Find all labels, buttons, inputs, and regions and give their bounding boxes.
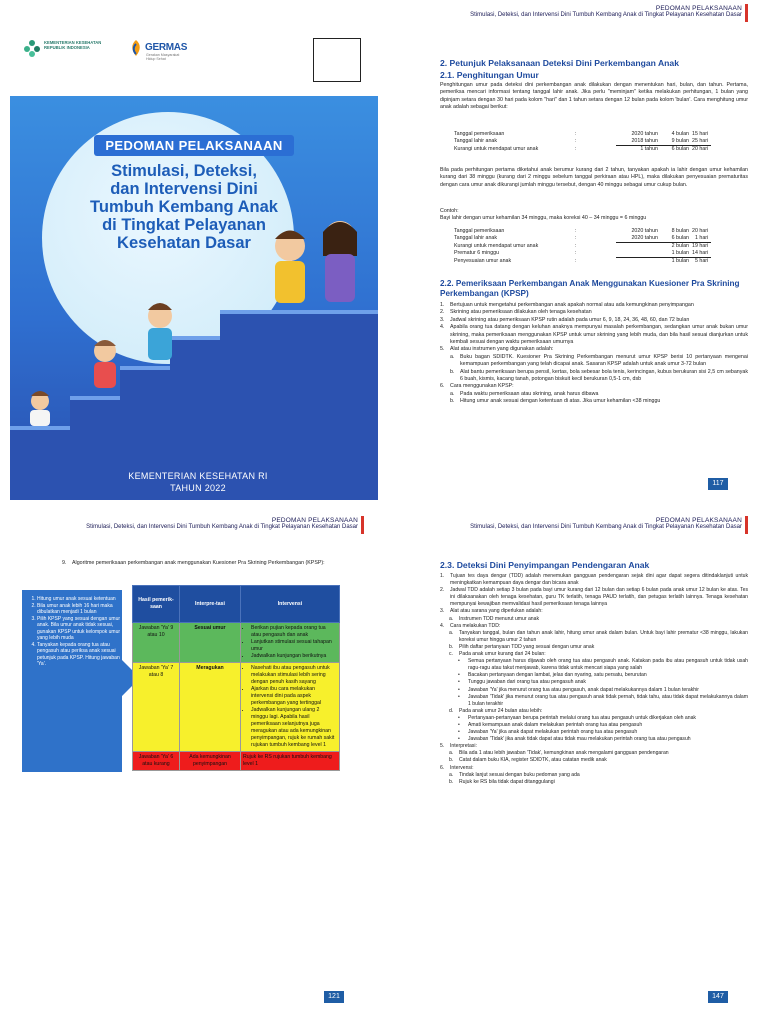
list-marker: •	[458, 679, 460, 686]
section-heading-2-3: 2.3. Deteksi Dini Penyimpangan Pendengaran Anak	[440, 560, 650, 570]
list-item	[450, 398, 748, 405]
list-item	[458, 658, 748, 672]
table-cell: 1 tahun	[640, 146, 658, 152]
list-item: 1. Hitung umur anak sesuai ketentuan	[37, 596, 128, 603]
list-item: 2. Bila umur anak lebih 16 hari maka dibulatkan menjadi 1 bulan	[37, 603, 128, 616]
list-item-text: Pilih daftar pertanyaan TDD yang sesuai dengan umur anak	[459, 643, 595, 650]
list-item-text: Hitung umur anak sesuai dengan ketentuan di atas. Jika umur kehamilan <38 minggu	[460, 398, 661, 405]
table-row	[454, 228, 711, 235]
list-item	[440, 383, 748, 390]
table-cell: :	[575, 242, 577, 249]
contoh-text: Bayi lahir dengan umur kehamilan 34 minggu, maka koreksi 40 – 34 minggu = 6 minggu	[440, 215, 647, 221]
table-cell	[616, 250, 661, 258]
kpsp-table	[132, 585, 340, 771]
cover-subtitle	[66, 162, 302, 252]
list-item	[449, 708, 748, 715]
list-item-text: Pertanyaan-pertanyaan berupa perintah melalui orang tua atau pengasuh untuk dikerjakan oleh anak	[468, 714, 696, 721]
table-cell: Tanggal lahir anak	[454, 138, 497, 144]
list-item	[440, 324, 748, 346]
list-marker: •	[458, 693, 460, 700]
kemenkes-logo-text: KEMENTERIAN KESEHATAN REPUBLIK INDONESIA	[44, 40, 102, 50]
list-item	[450, 369, 748, 384]
list-marker: •	[458, 736, 460, 743]
running-head-title: PEDOMAN PELAKSANAAN	[655, 5, 742, 12]
page-147	[384, 512, 768, 1024]
list-marker: a.	[449, 771, 454, 778]
kemenkes-emblem-icon	[22, 38, 42, 58]
germas-emblem-icon	[128, 38, 144, 58]
child-figure-3	[148, 303, 172, 360]
list-item-text: Bacakan pertanyaan dengan lambat, jelas dan nyaring, satu persatu, berurutan	[468, 672, 647, 679]
list-item-text: Catat dalam buku KIA, register SDIDTK, atau catatan medik anak	[459, 757, 607, 764]
list-marker: •	[458, 658, 460, 665]
list-marker: •	[458, 721, 460, 728]
list-marker: d.	[449, 707, 454, 714]
table-cell: 6 bulan	[671, 146, 689, 152]
list-item	[449, 757, 748, 764]
list-item	[450, 391, 748, 398]
list-item	[449, 779, 748, 786]
table-header-row	[133, 586, 340, 623]
tdd-list	[440, 573, 748, 786]
table-cell: 6 bulan	[661, 235, 692, 243]
stamp-box	[313, 38, 361, 82]
table-cell	[616, 243, 661, 251]
cover-subtitle-line: dan Intervensi Dini	[110, 180, 258, 198]
table-cell: :	[575, 228, 577, 234]
list-marker: b.	[450, 368, 455, 375]
table-cell: Tanggal pemeriksaan	[454, 131, 505, 137]
list-item-text: Tanyakan tanggal, bulan dan tahun anak lahir, hitung umur anak dalam bulan. Untuk bayi lahir prematur <38 minggu, lakukan koreksi umur hingga umur 2 tahun	[459, 629, 748, 643]
algorithm-steps-arrow	[22, 590, 140, 772]
page-number: 117	[708, 478, 728, 490]
table-row	[454, 235, 711, 243]
list-item-text: Semua pertanyaan harus dijawab oleh orang tua atau pengasuh anak. Katakan pada ibu atau pengasuh untuk tidak usah ragu-ragu atau takut menjawab, karena tidak untuk mencari siapa yang salah	[468, 658, 748, 672]
cover-subtitle-line: Stimulasi, Deteksi,	[111, 162, 257, 180]
germas-logo	[128, 38, 188, 63]
interpretasi-cell: Sesuai umur	[180, 623, 241, 663]
list-item-text: Tindak lanjut sesuai dengan buku pedoman yang ada	[459, 771, 580, 778]
table-cell	[616, 258, 661, 266]
stairs-illustration	[10, 96, 378, 500]
table-cell: 2020 tahun	[616, 235, 661, 243]
hasil-cell: Jawaban 'Ya' 9 atau 10	[133, 623, 180, 663]
list-marker: b.	[449, 757, 454, 764]
list-marker: 5.	[440, 743, 445, 750]
page-number: 121	[324, 991, 344, 1003]
list-marker: c.	[449, 651, 453, 658]
list-item: • Jadwalkan kunjungan berikutnya	[251, 653, 337, 660]
table-cell: :	[575, 138, 577, 144]
table-row	[454, 258, 711, 266]
hasil-cell: Jawaban 'Ya' 7 atau 8	[133, 663, 180, 752]
section-heading-2: 2. Petunjuk Pelaksanaan Deteksi Dini Perkembangan Anak	[440, 58, 679, 68]
list-marker: 4.	[440, 622, 445, 629]
cover-publisher	[118, 470, 278, 494]
publication-year: TAHUN 2022	[170, 483, 226, 493]
list-marker: •	[458, 729, 460, 736]
list-item-text: Alat atau sarana yang diperlukan adalah:	[450, 608, 543, 615]
list-item: 4. Tanyakan kepada orang tua atau pengasuh atau periksa anak sesuai petunjuk pada KPSP. Hitung jawaban 'Ya'.	[37, 642, 128, 668]
list-marker: 6.	[440, 383, 445, 390]
table-row	[454, 250, 711, 258]
list-item	[458, 672, 748, 679]
list-item	[449, 651, 748, 658]
running-head-title: PEDOMAN PELAKSANAAN	[271, 517, 358, 524]
list-item-text: Jadwal skrining atau pemeriksaan KPSP rutin adalah pada umur 6, 9, 18, 24, 36, 48, 60, dan 72 bulan	[450, 316, 690, 323]
table-cell: Penyesuaian umur anak	[454, 257, 512, 264]
table-cell: 2018 tahun	[616, 138, 661, 146]
contoh-label: Contoh:	[440, 208, 459, 214]
list-marker: 4.	[440, 324, 445, 331]
interpretasi-cell: Meragukan	[180, 663, 241, 752]
list-item-text: Instrumen TDD menurut umur anak	[459, 615, 540, 622]
list-item-text: Bertujuan untuk mengetahui perkembangan anak apakah normal atau ada kemungkinan penyimpangan	[450, 302, 694, 308]
table-cell: 20 hari	[692, 146, 709, 152]
page-number: 147	[708, 991, 728, 1003]
table-cell: 2020 tahun	[631, 131, 658, 137]
table-cell: 5 hari	[694, 258, 709, 264]
algorithm-steps	[28, 596, 128, 668]
running-head-subtitle: Stimulasi, Deteksi, dan Intervensi Dini Tumbuh Kembang Anak di Tingkat Pelayanan Kesehatan Dasar	[470, 524, 742, 530]
table-row	[454, 146, 711, 154]
table-cell: 20 hari	[692, 228, 709, 234]
table-cell: :	[575, 131, 577, 137]
list-item: 3. Pilih KPSP yang sesuai dengan umur anak. Bila umur anak tidak sesuai, gunakan KPSP untuk kelompok umur yang lebih muda	[37, 616, 128, 642]
running-head	[470, 517, 742, 531]
table-row	[454, 243, 711, 251]
intervensi-cell	[241, 623, 340, 663]
list-item-text: Jawaban 'Tidak' jika menurut orang tua atau pengasuh anak tidak pernah, tidak tahu, atau tidak dapat melakukannya dalam 1 bulan terakhir	[468, 693, 748, 707]
germas-tagline: Gerakan Masyarakat Hidup Sehat	[146, 53, 180, 61]
table-cell: 4 bulan	[671, 131, 689, 137]
list-item	[440, 346, 748, 353]
table-row	[133, 752, 340, 771]
table-cell: 19 hari	[692, 243, 709, 249]
cover-subtitle-line: di Tingkat Pelayanan	[102, 216, 266, 234]
list-marker: b.	[450, 398, 455, 405]
table-row	[454, 131, 711, 138]
list-item	[458, 722, 748, 729]
child-figure-1	[30, 391, 50, 426]
column-header: Interpre-tasi	[180, 586, 241, 623]
running-head	[86, 517, 358, 531]
list-marker: 3.	[440, 608, 445, 615]
list-item: • Berikan pujian kepada orang tua atau pengasuh dan anak	[251, 625, 337, 639]
table-cell: 25 hari	[692, 138, 711, 146]
table-row	[133, 623, 340, 663]
running-head-subtitle: Stimulasi, Deteksi, dan Intervensi Dini Tumbuh Kembang Anak di Tingkat Pelayanan Kesehatan Dasar	[470, 12, 742, 18]
list-item	[440, 309, 748, 316]
kpsp-list	[440, 302, 748, 406]
section-heading-2-2: 2.2. Pemeriksaan Perkembangan Anak Menggunakan Kuesioner Pra Skrining Perkembangan (KPSP)	[440, 279, 740, 298]
list-item-text: Bila ada 1 atau lebih jawaban 'Tidak', kemungkinan anak mengalami gangguan pendengaran	[459, 750, 669, 757]
age-table-1	[454, 131, 711, 153]
list-item	[458, 729, 748, 736]
list-item-text: Tunggu jawaban dari orang tua atau pengasuh anak	[468, 679, 586, 686]
table-cell: :	[575, 257, 577, 264]
list-marker: •	[458, 672, 460, 679]
table-cell: Kurangi untuk mendapat umur anak	[454, 145, 539, 152]
table-cell: Tanggal lahir anak	[454, 235, 497, 241]
list-item	[458, 736, 748, 743]
table-cell: 2020 tahun	[631, 228, 658, 234]
table-cell: Tanggal pemeriksaan	[454, 228, 505, 234]
section-heading-2-1: 2.1. Penghitungan Umur	[440, 70, 539, 80]
list-marker: •	[458, 714, 460, 721]
list-marker: a.	[449, 615, 454, 622]
age-table-2	[454, 228, 711, 265]
table-cell: 1 bulan	[661, 250, 692, 258]
list-marker: 1.	[440, 573, 445, 579]
running-head-title: PEDOMAN PELAKSANAAN	[655, 517, 742, 524]
list-marker: a.	[449, 629, 454, 636]
list-item	[449, 750, 748, 757]
table-cell: 9 bulan	[661, 138, 692, 146]
hasil-cell: Jawaban 'Ya' 6 atau kurang	[133, 752, 180, 771]
table-cell: 1 hari	[692, 235, 711, 243]
list-item	[440, 623, 748, 630]
list-marker: b.	[449, 643, 454, 650]
list-marker: a.	[450, 390, 455, 397]
list-item-text: Interpretasi:	[450, 743, 477, 750]
accent-bar	[745, 516, 748, 534]
table-cell: 8 bulan	[671, 228, 689, 234]
cover-title-label: PEDOMAN PELAKSANAAN	[94, 135, 294, 156]
column-header: Hasil pemerik-saan	[133, 586, 180, 623]
list-item-text: Pada waktu pemeriksaan atau skrining, anak harus dibawa	[460, 390, 599, 397]
list-marker: 3.	[440, 316, 445, 323]
list-item-text: Jawaban 'Ya' jika anak dapat melakukan perintah orang tua atau pengasuh	[468, 729, 638, 736]
list-item-text: Tujuan tes daya dengar (TDD) adalah menemukan gangguan pendengaran sejak dini agar dapat segera ditindaklanjuti untuk meningkatkan kemampuan daya dengar dan bicara anak	[450, 573, 748, 587]
list-item	[449, 630, 748, 644]
child-figure-5	[323, 221, 357, 302]
table-row	[133, 663, 340, 752]
list-item: • Jadwalkan kunjungan ulang 2 minggu lagi. Apabila hasil pemeriksaan selanjutnya juga meragukan atau ada kemungkinan penyimpangan, rujuk ke rumah sakit rujukan tumbuh kembang level 1	[251, 707, 337, 749]
table-cell: 14 hari	[692, 250, 711, 258]
kemenkes-logo	[22, 38, 102, 63]
list-marker: 2.	[440, 309, 445, 316]
list-item-text: Skrining atau pemeriksaan dilakukan oleh tenaga kesehatan	[450, 309, 592, 316]
list-item-text: Jawaban 'Ya' jika menurut orang tua atau pengasuh, anak dapat melakukannya dalam 1 bulan terakhir	[468, 686, 699, 693]
list-item-text: Cara menggunakan KPSP:	[450, 383, 514, 390]
table-cell: 2 bulan	[671, 243, 689, 249]
running-head-subtitle: Stimulasi, Deteksi, dan Intervensi Dini Tumbuh Kembang Anak di Tingkat Pelayanan Kesehatan Dasar	[86, 524, 358, 530]
list-marker: 6.	[440, 764, 445, 771]
cover-subtitle-line: Kesehatan Dasar	[117, 234, 251, 252]
list-item	[449, 772, 748, 779]
list-item	[458, 694, 748, 708]
list-marker: a.	[450, 353, 455, 360]
list-item	[458, 715, 748, 722]
accent-bar	[361, 516, 364, 534]
table-cell: 1 bulan	[671, 258, 689, 264]
list-item-text: Jawaban 'Tidak' jika anak tidak dapat atau tidak mau melakukan perintah orang tua atau pengasuh	[468, 736, 691, 743]
list-marker: b.	[449, 778, 454, 785]
list-item	[440, 765, 748, 772]
list-marker: 5.	[440, 346, 445, 353]
table-cell: :	[575, 250, 577, 256]
list-item	[440, 302, 748, 309]
list-item	[440, 573, 748, 587]
list-item	[449, 644, 748, 651]
arrow-content	[28, 596, 128, 668]
list-item	[458, 687, 748, 694]
list-item	[450, 354, 748, 369]
list-item-text: Alat atau instrumen yang digunakan adalah:	[450, 346, 554, 353]
list-item-text: Alat bantu pemeriksaan berupa pensil, kertas, bola sebesar bola tenis, kerincingan, kubus berukuran sisi 2,5 cm sebanyak 6 buah, kismis, kacang tanah, potongan biskuit kecil berukuran 0,5-1 cm, dsb	[460, 368, 748, 383]
cover-page	[0, 0, 384, 512]
list-marker: a.	[449, 750, 454, 757]
list-item-text: Pada anak umur 24 bulan atau lebih:	[459, 707, 543, 714]
accent-bar	[745, 4, 748, 22]
list-marker: 2.	[440, 587, 445, 594]
list-item	[458, 679, 748, 686]
table-cell: Kurangi untuk mendapat umur anak	[454, 242, 539, 249]
list-item	[440, 608, 748, 615]
table-cell: Prematur 6 minggu	[454, 250, 500, 256]
list-item-text: Pada anak umur kurang dari 24 bulan:	[459, 651, 546, 658]
list-item	[449, 616, 748, 623]
table-cell: 15 hari	[692, 131, 709, 137]
list-marker: •	[458, 686, 460, 693]
list-item: • Nasehati ibu atau pengasuh untuk melakukan stimulasi lebih sering dengan penuh kasih sayang	[251, 665, 337, 686]
list-item-text: Amati kemampuan anak dalam melakukan perintah orang tua atau pengasuh	[468, 721, 643, 728]
list-marker: 1.	[440, 302, 445, 308]
paragraph: Penghitungan umur pada deteksi dini perkembangan anak dilakukan dengan menentukan hari, bulan, dan tahun. Pertama, pemeriksa mencari informasi tentang tanggal lahir anak. Jika perlu "meminjam" ketika melakukan perhitungan, 1 bulan yang dipinjam setara dengan 30 hari pada kolom "hari" dan 1 tahun setara dengan 12 bulan pada kolom 'bulan'. Cara menghitung umur anak adalah sebagai berikut:	[440, 82, 748, 111]
interpretasi-cell: Ada kemungkinan penyimpangan	[180, 752, 241, 771]
list-item	[440, 587, 748, 608]
intervensi-cell: Rujuk ke RS rujukan tumbuh kembang level 1	[241, 752, 340, 771]
list-item-text: Intervensi:	[450, 764, 474, 771]
table-cell: :	[575, 145, 577, 152]
running-head	[470, 5, 742, 19]
page-117	[384, 0, 768, 512]
list-item	[440, 317, 748, 324]
cover-subtitle-line: Tumbuh Kembang Anak	[90, 198, 278, 216]
child-figure-2	[94, 340, 116, 388]
column-header: Intervensi	[241, 586, 340, 623]
ministry-name: KEMENTERIAN KESEHATAN RI	[128, 471, 268, 481]
list-item-text: Jadwal TDD adalah setiap 3 bulan pada bayi umur kurang dari 12 bulan dan setiap 6 bulan pada anak umur 12 bulan ke atas. Tes ini dilaksanakan oleh tenaga kesehatan, guru TK terlatih, tenaga PAUD terlatih, dan petugas terlatih lainnya. Tenaga kesehatan mempunyai kewajiban memvalidasi hasil pemeriksaan tenaga lainnya	[450, 587, 748, 608]
table-cell: :	[575, 235, 577, 241]
germas-wordmark: GERMAS	[145, 42, 188, 53]
list-item: • Lanjutkan stimulasi sesuai tahapan umur	[251, 639, 337, 653]
list-item-text: Buku bagan SDIDTK. Kuesioner Pra Skrining Perkembangan menurut umur KPSP berisi 10 pertanyaan mengenai kemampuan perkembangan yang telah dicapai anak. Sasaran KPSP adalah untuk anak umur 3-72 bulan	[460, 353, 748, 368]
intro-text: Algoritme pemeriksaan perkembangan anak menggunakan Kuesioner Pra Skrining Perkembangan (KPSP):	[72, 560, 325, 566]
list-item	[440, 743, 748, 750]
list-item-text: Apabila orang tua datang dengan keluhan anaknya mempunyai masalah perkembangan, sedangkan umur anak bukan umur skrining, maka pemeriksaan menggunakan KPSP untuk umur skrining yang lebih muda, dan bila hasil sesuai dianjurkan untuk kembali sesuai dengan waktu pemeriksaan umurnya	[450, 324, 748, 346]
paragraph: Bila pada perhitungan pertama diketahui anak berumur kurang dari 2 tahun, tanyakan apakah ia lahir dengan umur kehamilan kurang dari 38 minggu (kurang dari 2 minggu sebelum tanggal perkiraan atau HPL), maka dilakukan penyesuaian prematuritas dengan cara umur anak dikurangi jumlah minggu tersebut, dengan 40 minggu sebagai umur cukup bulan.	[440, 167, 748, 188]
list-item-text: Rujuk ke RS bila tidak dapat ditanggulangi	[459, 778, 555, 785]
list-item-text: Cara melakukan TDD:	[450, 622, 501, 629]
intro-number: 9.	[62, 560, 67, 566]
table-row	[454, 138, 711, 146]
intervensi-cell	[241, 663, 340, 752]
list-item: • Ajarkan ibu cara melakukan intervensi dini pada aspek perkembangan yang tertinggal	[251, 686, 337, 707]
